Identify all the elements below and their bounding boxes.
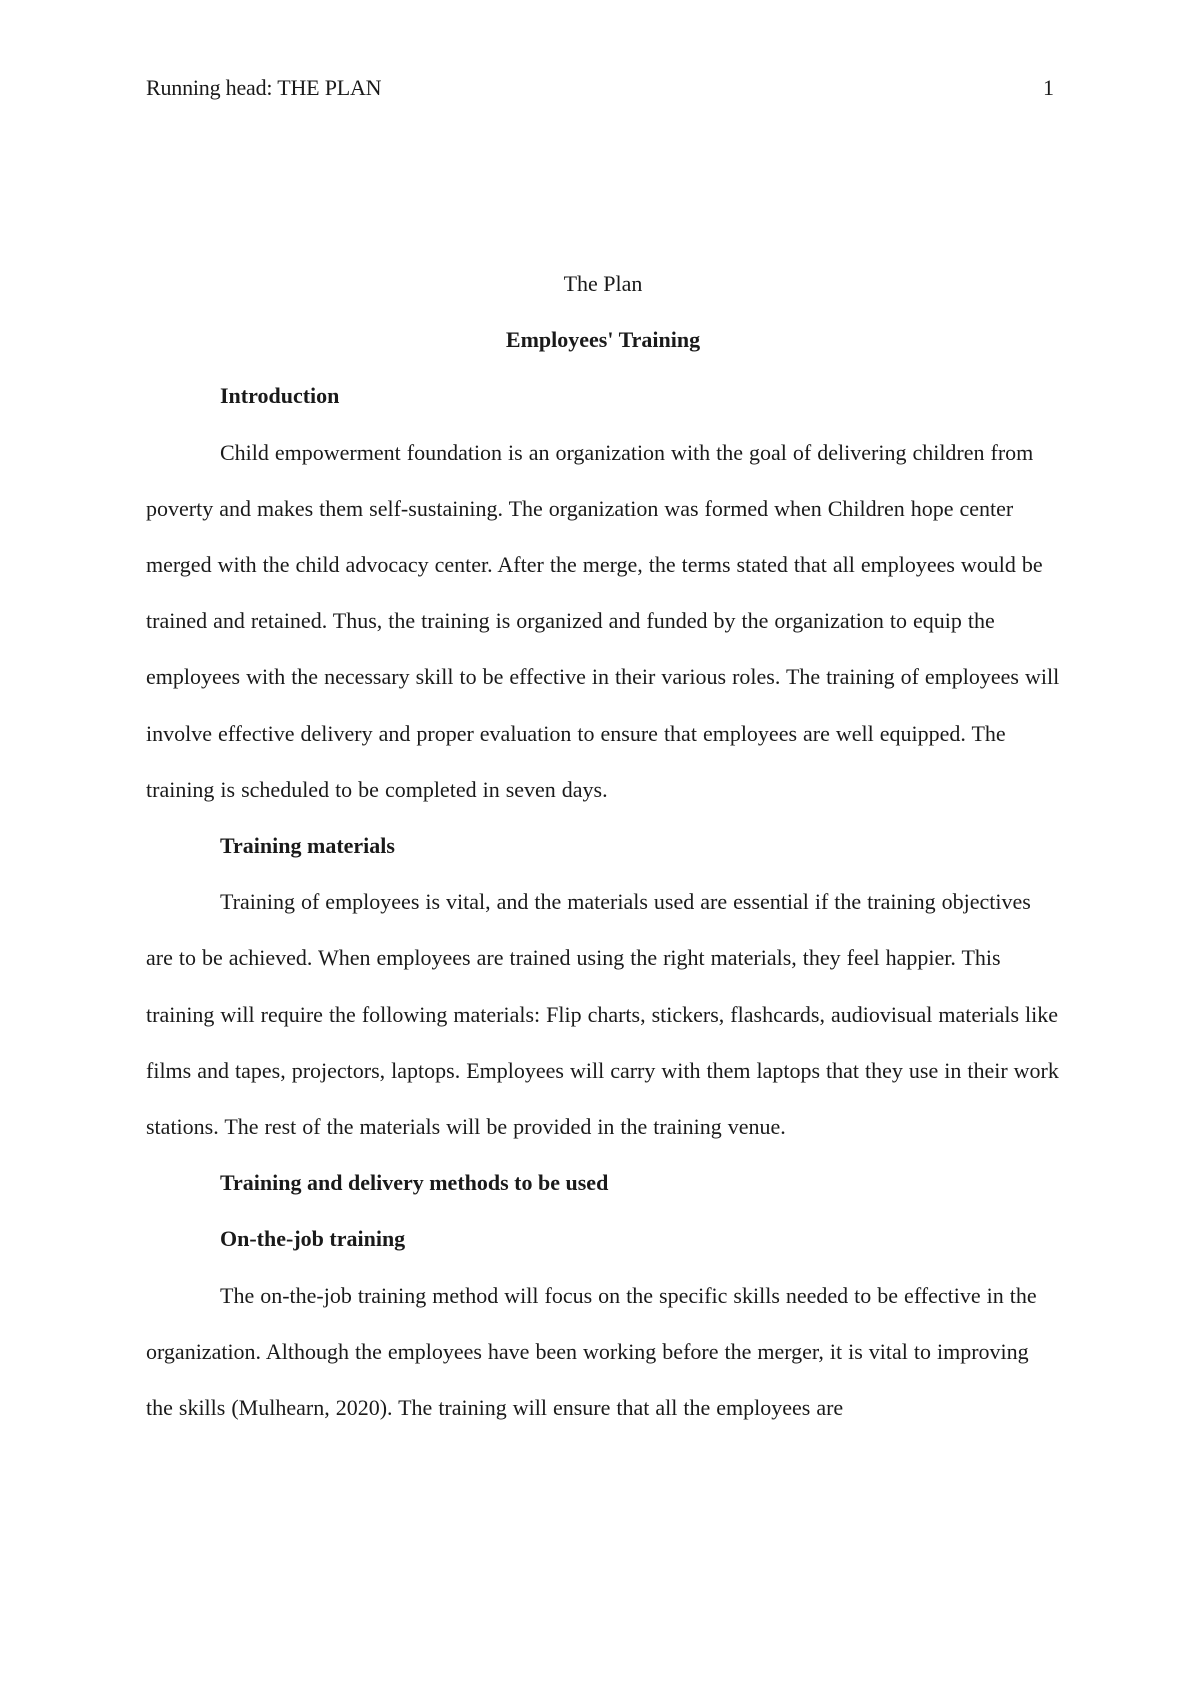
section-heading-training-materials: Training materials [220, 833, 395, 859]
section-heading-delivery-methods: Training and delivery methods to be used [220, 1170, 609, 1196]
page-number: 1 [1043, 75, 1054, 100]
document-body [146, 256, 1060, 1436]
document-title: The Plan [563, 271, 643, 296]
running-head: Running head: THE PLAN [146, 75, 382, 100]
section-heading-on-the-job: On-the-job training [220, 1226, 406, 1252]
paragraph-introduction: Child empowerment foundation is an organization with the goal of delivering children from poverty and makes them self-sustaining. The organization was formed when Children hope center merged with the child advocacy center. After the merge, the terms stated that all employees would be trained and retained. Thus, the training is organized and funded by the organization to equip the employees with the necessary skill to be effective in their various roles. The training of employees will involve effective delivery and proper evaluation to ensure that employees are well equipped. The training is scheduled to be completed in seven days. [146, 439, 1060, 802]
main-heading: Employees' Training [505, 327, 701, 353]
paragraph-on-the-job: The on-the-job training method will focus on the specific skills needed to be effective in the organization. Although the employees have been working before the merger, it is vital to improving the skills (Mulhearn, 2020). The training will ensure that all the employees are [146, 1282, 1037, 1421]
paragraph-training-materials: Training of employees is vital, and the materials used are essential if the training objectives are to be achieved. When employees are trained using the right materials, they feel happier. This training will require the following materials: Flip charts, stickers, flashcards, audiovisual materials like films and tapes, projectors, laptops. Employees will carry with them laptops that they use in their work stations. The rest of the materials will be provided in the training venue. [146, 889, 1059, 1140]
section-heading-introduction: Introduction [220, 383, 340, 409]
